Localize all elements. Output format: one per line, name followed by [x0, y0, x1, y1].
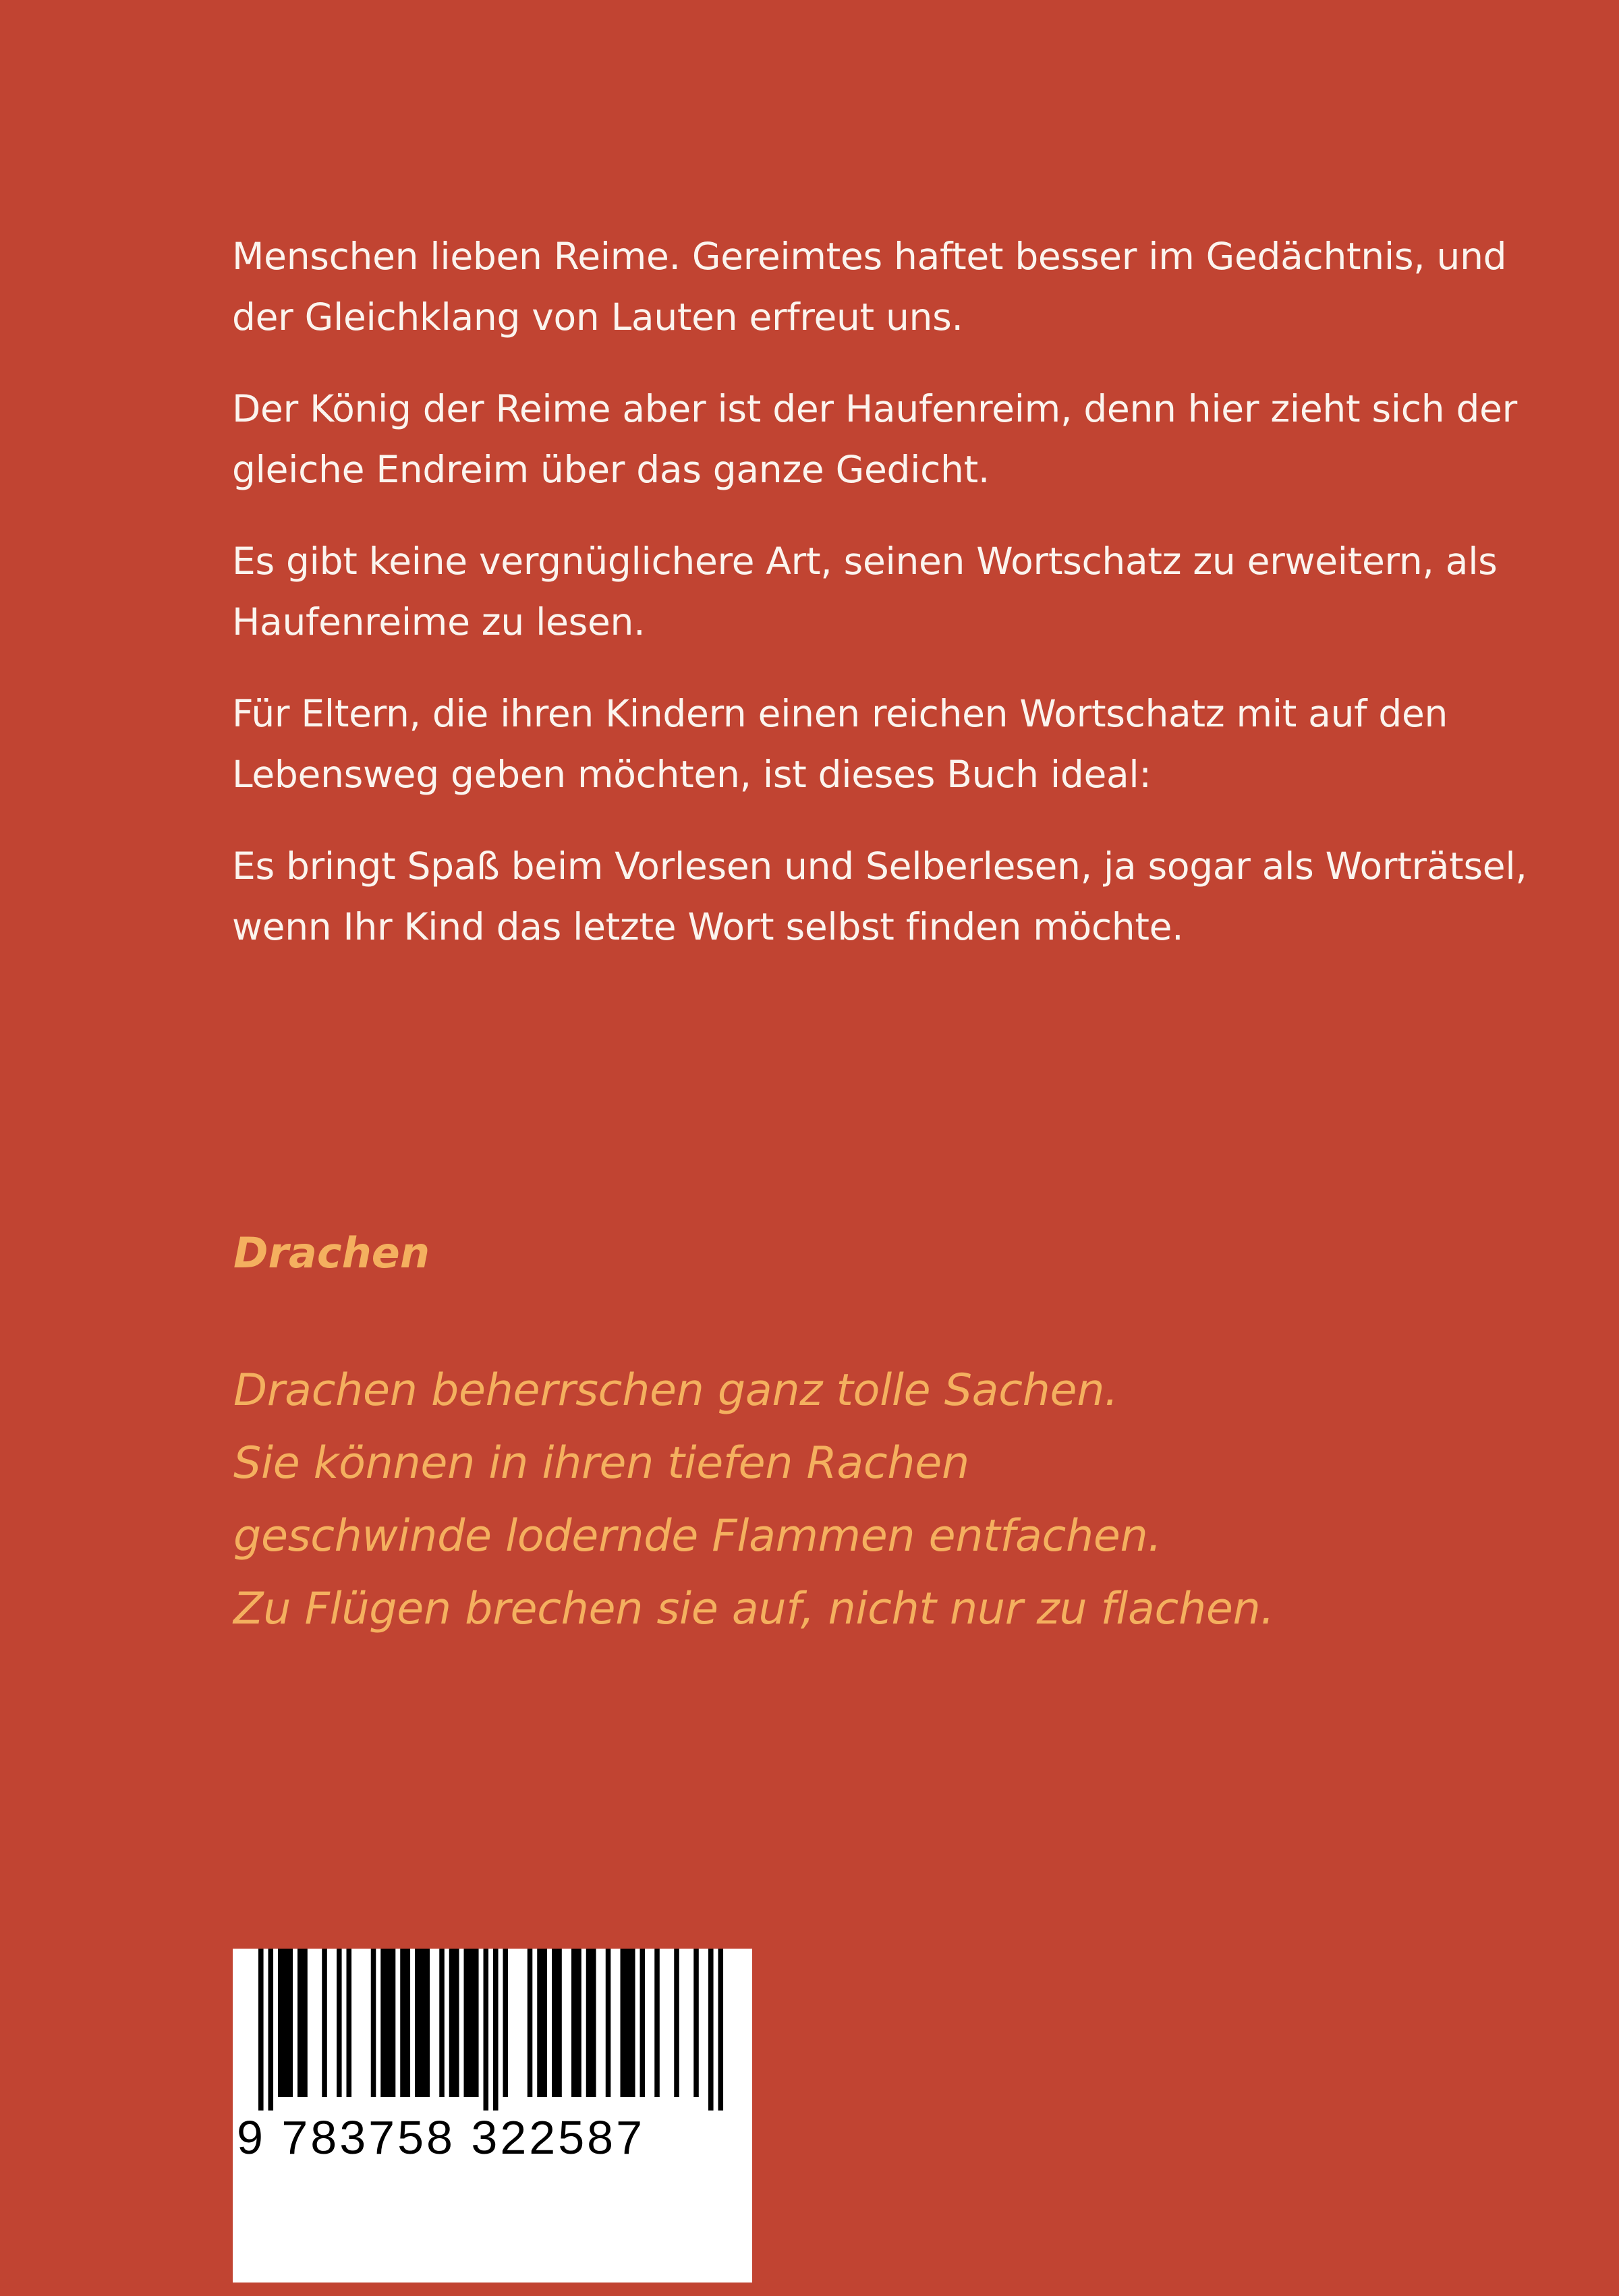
barcode-bar [606, 1949, 611, 2097]
barcode-bar [552, 1949, 557, 2097]
blurb-paragraph-2: Der König der Reime aber ist der Haufenreim, denn hier zieht sich der gleiche Endreim über das ganze Gedicht. [232, 387, 1517, 491]
barcode-bar [537, 1949, 542, 2097]
barcode-bar [640, 1949, 646, 2097]
barcode-bar [391, 1949, 396, 2097]
barcode-bar [283, 1949, 288, 2097]
barcode-bar [386, 1949, 391, 2097]
barcode-bar [654, 1949, 660, 2097]
barcode-bar [288, 1949, 293, 2097]
barcode-bar [528, 1949, 533, 2097]
barcode-bar [380, 1949, 386, 2097]
barcode-bar [503, 1949, 509, 2097]
blurb-paragraph-5: Es bringt Spaß beim Vorlesen und Selberlesen, ja sogar als Worträtsel, wenn Ihr Kind das letzte Wort selbst finden möchte. [232, 844, 1527, 948]
barcode-bar [693, 1949, 699, 2097]
barcode-bar [586, 1949, 592, 2097]
barcode-bar [571, 1949, 577, 2097]
barcode-bar [464, 1949, 470, 2097]
barcode-bar [474, 1949, 479, 2097]
barcode-bar [484, 1949, 489, 2111]
blurb-paragraph-4: Für Eltern, die ihren Kindern einen reichen Wortschatz mit auf den Lebensweg geben möchten, ist dieses Buch ideal: [232, 692, 1448, 796]
blurb-paragraph-3: Es gibt keine vergnüglichere Art, seinen Wortschatz zu erweitern, als Haufenreime zu lesen. [232, 540, 1498, 643]
poem-line-2: Sie können in ihren tiefen Rachen [233, 1438, 969, 1489]
barcode-bar [420, 1949, 425, 2097]
poem-line-4: Zu Flügen brechen sie auf, nicht nur zu flachen. [233, 1584, 1274, 1634]
poem-title: Drachen [233, 1228, 430, 1278]
barcode-bar [371, 1949, 376, 2097]
barcode-bar [268, 1949, 274, 2111]
barcode-bar [557, 1949, 562, 2097]
barcode-bar [415, 1949, 420, 2097]
barcode-bar [258, 1949, 264, 2111]
barcode-bar [337, 1949, 342, 2097]
barcode-bar [449, 1949, 455, 2097]
barcode-bar [322, 1949, 327, 2097]
barcode-bar [708, 1949, 714, 2111]
barcode-bar [400, 1949, 405, 2097]
barcode-bar [630, 1949, 635, 2097]
barcode-bar [576, 1949, 581, 2097]
barcode-bar [302, 1949, 308, 2097]
barcode-bar [621, 1949, 626, 2097]
barcode-bar [297, 1949, 303, 2097]
barcode-bar [405, 1949, 411, 2097]
poem-line-1: Drachen beherrschen ganz tolle Sachen. [233, 1365, 1118, 1416]
barcode-bar [425, 1949, 430, 2097]
blurb-paragraph-1: Menschen lieben Reime. Gereimtes haftet besser im Gedächtnis, und der Gleichklang von Lauten erfreut uns. [232, 235, 1507, 339]
barcode-bar [625, 1949, 631, 2097]
barcode-bar [718, 1949, 724, 2111]
barcode-bar [469, 1949, 474, 2097]
barcode-bars [233, 1949, 752, 2111]
barcode-bar [674, 1949, 679, 2097]
barcode-bar [347, 1949, 352, 2097]
isbn-barcode [233, 1949, 752, 2283]
poem-line-3: geschwinde lodernde Flammen entfachen. [233, 1511, 1162, 1561]
barcode-bar [278, 1949, 283, 2097]
barcode-bar [454, 1949, 459, 2097]
blurb-text [232, 226, 1547, 957]
barcode-bar [493, 1949, 499, 2111]
isbn-number: 9 783758 322587 [237, 2111, 645, 2164]
barcode-bar [439, 1949, 445, 2097]
barcode-bar [591, 1949, 596, 2097]
barcode-bar [542, 1949, 548, 2097]
poem [233, 1354, 1549, 1646]
